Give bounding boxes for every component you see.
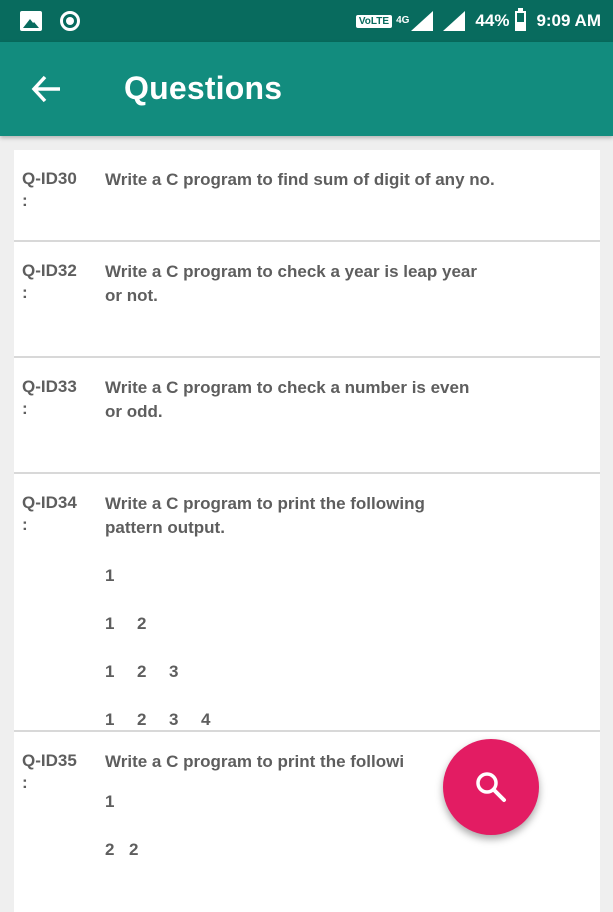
question-text: Write a C program to check a number is even or odd.	[105, 378, 470, 421]
pattern-output	[105, 564, 485, 732]
signal-icon-2	[443, 11, 465, 31]
image-notification-icon	[20, 11, 42, 31]
question-item[interactable]	[14, 474, 600, 732]
question-text-line: Write a C program to print the following pattern output.	[105, 494, 425, 537]
pattern-row: 1 2 3	[105, 662, 179, 681]
question-id: Q-ID34 :	[22, 493, 77, 534]
question-id: Q-ID35 :	[22, 751, 77, 792]
clock: 9:09 AM	[536, 11, 601, 30]
arrow-left-icon[interactable]	[30, 72, 64, 106]
pattern-row: 1	[105, 792, 115, 811]
record-notification-icon	[60, 11, 80, 31]
status-left	[20, 9, 80, 33]
question-id: Q-ID33 :	[22, 377, 77, 418]
question-text	[105, 492, 485, 732]
pattern-row: 1 2 3 4	[105, 710, 211, 729]
search-fab-button[interactable]	[443, 739, 539, 835]
battery-icon	[515, 11, 526, 31]
search-icon	[473, 769, 509, 805]
question-item[interactable]	[14, 150, 600, 242]
question-text: Write a C program to check a year is leap year or not.	[105, 262, 477, 305]
battery-percent: 44%	[475, 11, 510, 30]
question-text: Write a C program to find sum of digit of any no.	[105, 170, 495, 189]
pattern-row: 1	[105, 566, 115, 585]
question-id: Q-ID32 :	[22, 261, 77, 302]
network-type: 4G	[396, 15, 410, 26]
status-right	[356, 8, 601, 34]
signal-icon	[411, 11, 433, 31]
question-item[interactable]	[14, 358, 600, 474]
app-bar	[0, 42, 613, 136]
pattern-row: 1 2	[105, 614, 147, 633]
pattern-row: 2 2	[105, 840, 139, 859]
page-title: Questions	[124, 70, 283, 106]
question-item[interactable]	[14, 242, 600, 358]
volte-badge: VoLTE	[356, 15, 392, 28]
question-id: Q-ID30 :	[22, 169, 77, 210]
status-bar	[0, 0, 613, 42]
question-text-line: Write a C program to print the followi	[105, 752, 405, 771]
